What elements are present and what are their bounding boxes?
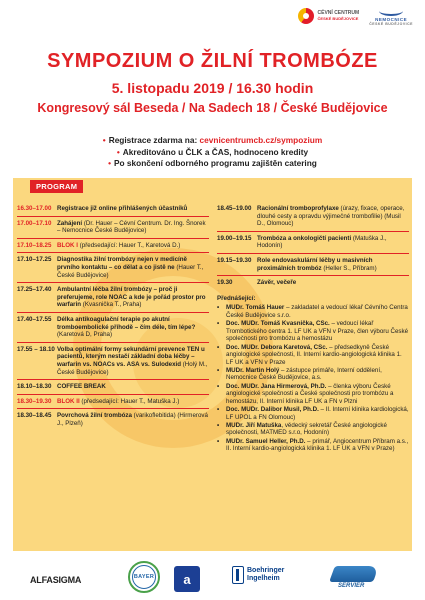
divider — [217, 275, 409, 276]
bullet-icon: • — [217, 304, 220, 312]
program-time: 17.40–17.55 — [17, 315, 52, 323]
divider — [217, 253, 409, 254]
speaker-item — [217, 438, 409, 453]
program-topic: Závěr, večeře — [257, 279, 297, 287]
speaker-name: Doc. MUDr. Tomáš Kvasnička, CSc. — [226, 320, 330, 328]
speaker-text — [226, 304, 409, 319]
speaker-desc: – zástupce primáře, Interní oddělení, Nemocnice České Budějovice, a.s. — [226, 366, 382, 382]
speaker-item — [217, 422, 409, 437]
program-topic: Role endovaskulární léčby u masivních proximálních trombóz — [257, 256, 373, 272]
divider — [17, 216, 209, 217]
program-label: PROGRAM — [30, 180, 83, 193]
servier-icon — [329, 566, 379, 582]
speakers-title: Přednášející: — [217, 294, 256, 302]
program-row — [17, 316, 209, 339]
program-note: (Dr. Hauer – Cévní Centrum. Dr. Ing. Šnorek – Nemocnice České Budějovice) — [57, 219, 206, 235]
program-description — [57, 256, 209, 279]
divider — [17, 312, 209, 313]
cevni-centrum-icon — [298, 8, 314, 24]
speaker-name: Doc. MUDr. Dalibor Musil, Ph.D. — [226, 406, 319, 414]
bayer-text: BAYER — [133, 574, 155, 580]
program-topic: Délka antikoagulační terapie po akutní tromboembolické příhodě – čím déle, tím lépe? — [57, 315, 196, 331]
speaker-text — [226, 406, 409, 421]
block-label: BLOK I — [57, 241, 78, 249]
program-note: (Matuška J., Hodonín) — [257, 234, 387, 250]
speaker-item — [217, 406, 409, 421]
abbott-logo — [174, 566, 200, 592]
program-description — [57, 316, 209, 339]
program-row — [17, 412, 209, 427]
speaker-desc: – vedoucí lékař Trombotického centra 1. LF UK a VFN v Praze, člen výboru České společnosti pro trombózu a hemostázu — [226, 320, 409, 343]
program-row — [217, 235, 409, 250]
program-topic: Zahájení — [57, 219, 83, 227]
program-topic: COFFEE BREAK — [57, 383, 106, 391]
program-panel — [13, 178, 412, 551]
program-row — [217, 205, 409, 228]
program-time: 19.30 — [217, 279, 233, 287]
speaker-item — [217, 320, 409, 343]
speaker-name: MUDr. Samuel Heller, Ph.D. — [226, 437, 306, 445]
cc-logo-line2: ČESKÉ BUDĚJOVICE — [317, 16, 359, 21]
servier-text: SERVIER — [338, 583, 365, 589]
program-note: (Karetová D, Praha) — [57, 331, 113, 339]
speaker-text — [226, 344, 409, 367]
program-description — [57, 205, 209, 213]
accreditation-text: Akreditováno u ČLK a ČAS, hodnoceno kredity — [122, 146, 309, 157]
program-note: (úrazy, fixace, operace, dlouhé cesty a opravdu výjimečné trombofilie) (Musil D., Olomouc) — [257, 205, 405, 228]
divider — [17, 394, 209, 395]
speaker-item — [217, 344, 409, 367]
program-description — [257, 205, 409, 228]
program-description — [57, 412, 209, 427]
bullet-icon: • — [102, 135, 106, 145]
nemocnice-logo — [369, 6, 413, 26]
accreditation-line — [0, 147, 425, 159]
speaker-desc: – členka výboru České angiologické společnosti a České společnosti pro trombózu a hemostázu, II. Interní klinika LF UK a FN v Plzni — [226, 382, 394, 405]
program-topic: Trombóza a onkologičtí pacienti — [257, 234, 352, 242]
divider — [17, 342, 209, 343]
event-venue: Kongresový sál Beseda / Na Sadech 18 / České Budějovice — [37, 101, 388, 115]
catering-line — [0, 158, 425, 170]
bullet-icon: • — [217, 406, 220, 414]
program-row — [217, 257, 409, 272]
speaker-name: Doc. MUDr. Debora Karetová, CSc. — [226, 343, 328, 351]
program-right-items — [217, 205, 409, 287]
speaker-name: MUDr. Martin Holý — [226, 366, 280, 374]
registration-line — [0, 135, 425, 147]
bullet-icon: • — [217, 437, 220, 445]
info-block — [0, 135, 425, 170]
program-topic: Povrchová žilní trombóza — [57, 412, 132, 420]
servier-logo — [322, 564, 390, 592]
speaker-text — [226, 438, 409, 453]
program-topic: Diagnostika žilní trombózy nejen v medicíně prvního kontaktu – co dělat a co jistě ne — [57, 256, 187, 271]
program-row — [17, 286, 209, 309]
program-time: 17.55 – 18.10 — [17, 345, 55, 353]
speaker-text — [226, 383, 409, 406]
program-time: 18.30–19.30 — [17, 397, 52, 405]
bullet-icon: • — [217, 382, 220, 390]
program-time: 17.10–18.25 — [17, 241, 52, 249]
program-time: 18.30–18.45 — [17, 412, 52, 420]
alfasigma-logo: ALFASIGMA — [30, 575, 82, 585]
program-time: 17.25–17.40 — [17, 286, 52, 294]
top-logos — [298, 6, 413, 26]
speakers-list — [217, 304, 409, 452]
program-left-column — [17, 205, 209, 427]
program-description — [57, 398, 209, 406]
program-time: 17.00–17.10 — [17, 219, 52, 227]
program-description — [57, 242, 209, 250]
block-label: BLOK II — [57, 397, 80, 405]
bullet-icon: • — [217, 366, 220, 374]
bayer-logo — [128, 561, 160, 593]
abbott-mark: a — [183, 571, 191, 587]
boehringer-line2: Ingelheim — [247, 575, 280, 582]
program-row — [17, 398, 209, 406]
program-description — [57, 383, 209, 391]
program-note: Registrace již online přihlášených účastníků — [57, 205, 188, 212]
registration-link[interactable]: cevnicentrumcb.cz/sympozium — [199, 135, 323, 145]
program-note: (varikoflebitida) (Hirmerová J., Plzeň) — [57, 412, 208, 427]
speaker-desc: , vědecký sekretář České angiologické společnosti, MATMED s.r.o, Hodonín) — [226, 421, 387, 437]
divider — [17, 408, 209, 409]
program-row — [17, 242, 209, 250]
boehringer-logo — [232, 566, 284, 584]
program-note: (Kvasnička T., Praha) — [81, 301, 142, 309]
program-description — [57, 286, 209, 309]
program-time: 16.30–17.00 — [17, 205, 52, 212]
program-time: 19.00–19.15 — [217, 234, 252, 242]
program-topic: Ambulantní léčba žilní trombózy – proč ji preferujeme, role NOAC a kde je pořád prostor pro warfarin — [57, 286, 206, 309]
speaker-item — [217, 367, 409, 382]
speaker-item — [217, 383, 409, 406]
event-date: 5. listopadu 2019 / 16.30 hodin — [111, 80, 314, 96]
program-description — [257, 279, 409, 287]
speaker-desc: – primář, Angiocentrum Příbram a.s., II. Interní kardio-angiologická klinika 1. LF UK a VFN v Praze) — [226, 437, 409, 453]
program-topic: Racionální tromboprofylaxe — [257, 205, 339, 212]
page-title: SYMPOZIUM O ŽILNÍ TROMBÓZE — [47, 50, 378, 72]
bullet-icon: • — [116, 146, 120, 157]
divider — [217, 231, 409, 232]
program-topic: Volba optimální formy sekundární prevence TEN u pacientů, kterým nestačí základní doba léčby – warfarin vs. NOACs vs. ASA vs. Sulodexid — [57, 345, 205, 368]
program-note: (předsedající: Hauer T., Matuška J.) — [79, 397, 180, 405]
nemocnice-icon — [379, 6, 403, 16]
speaker-desc: – II. Interní klinika kardiologická, LF UPOL a FN Olomouc) — [226, 406, 409, 421]
speaker-text — [226, 367, 409, 382]
bullet-icon: • — [217, 320, 220, 328]
program-description — [257, 257, 409, 272]
bullet-icon: • — [217, 343, 220, 351]
boehringer-line1: Boehringer — [247, 567, 285, 574]
registration-prefix: Registrace zdarma na: — [108, 135, 200, 145]
divider — [17, 282, 209, 283]
nem-logo-line2: ČESKÉ BUDĚJOVICE — [369, 22, 413, 26]
program-time: 17.10–17.25 — [17, 256, 52, 264]
program-description — [257, 235, 409, 250]
speaker-name: MUDr. Jiří Matuška — [226, 421, 282, 429]
program-note: (předsedající: Hauer T., Karetová D.) — [77, 241, 181, 249]
program-time: 18.10–18.30 — [17, 383, 52, 391]
program-note: (Hauer T., České Budějovice) — [57, 263, 204, 279]
catering-text: Po skončení odborného programu zajištěn catering — [114, 158, 317, 168]
speaker-text — [226, 422, 409, 437]
program-description — [57, 346, 209, 376]
program-time: 19.15–19.30 — [217, 256, 252, 264]
nem-logo-line1: NEMOCNICE — [375, 17, 408, 22]
program-row — [17, 220, 209, 235]
program-row — [217, 279, 409, 287]
speaker-desc: – zakladatel a vedoucí lékař Cévního Centra České Budějovice s.r.o. — [226, 304, 408, 319]
speaker-item — [217, 304, 409, 319]
divider — [17, 379, 209, 380]
bullet-icon: • — [217, 421, 220, 429]
program-note: (Heller S., Příbram) — [321, 264, 377, 272]
program-row — [17, 205, 209, 213]
sponsors-row — [0, 558, 425, 598]
bullet-icon: • — [108, 158, 112, 168]
program-note: (Holý M., České Budějovice) — [57, 360, 208, 376]
program-row — [17, 256, 209, 279]
boehringer-icon — [232, 566, 244, 584]
speaker-desc: – předsedkyně České angiologické společnosti, II. Interní kardio-angiologická klinika 1. LF UK a VFN v Praze — [226, 343, 402, 366]
speaker-name: MUDr. Tomáš Hauer — [226, 304, 285, 312]
program-time: 18.45–19.00 — [217, 205, 252, 212]
divider — [17, 238, 209, 239]
cevni-centrum-logo — [298, 8, 360, 24]
divider — [17, 252, 209, 253]
cc-logo-line1: CÉVNÍ CENTRUM — [317, 10, 360, 16]
program-right-column — [217, 205, 409, 453]
program-description — [57, 220, 209, 235]
program-row — [17, 346, 209, 376]
speaker-name: Doc. MUDr. Jana Hirmerová, Ph.D. — [226, 382, 327, 390]
program-row — [17, 383, 209, 391]
speaker-text — [226, 320, 409, 343]
